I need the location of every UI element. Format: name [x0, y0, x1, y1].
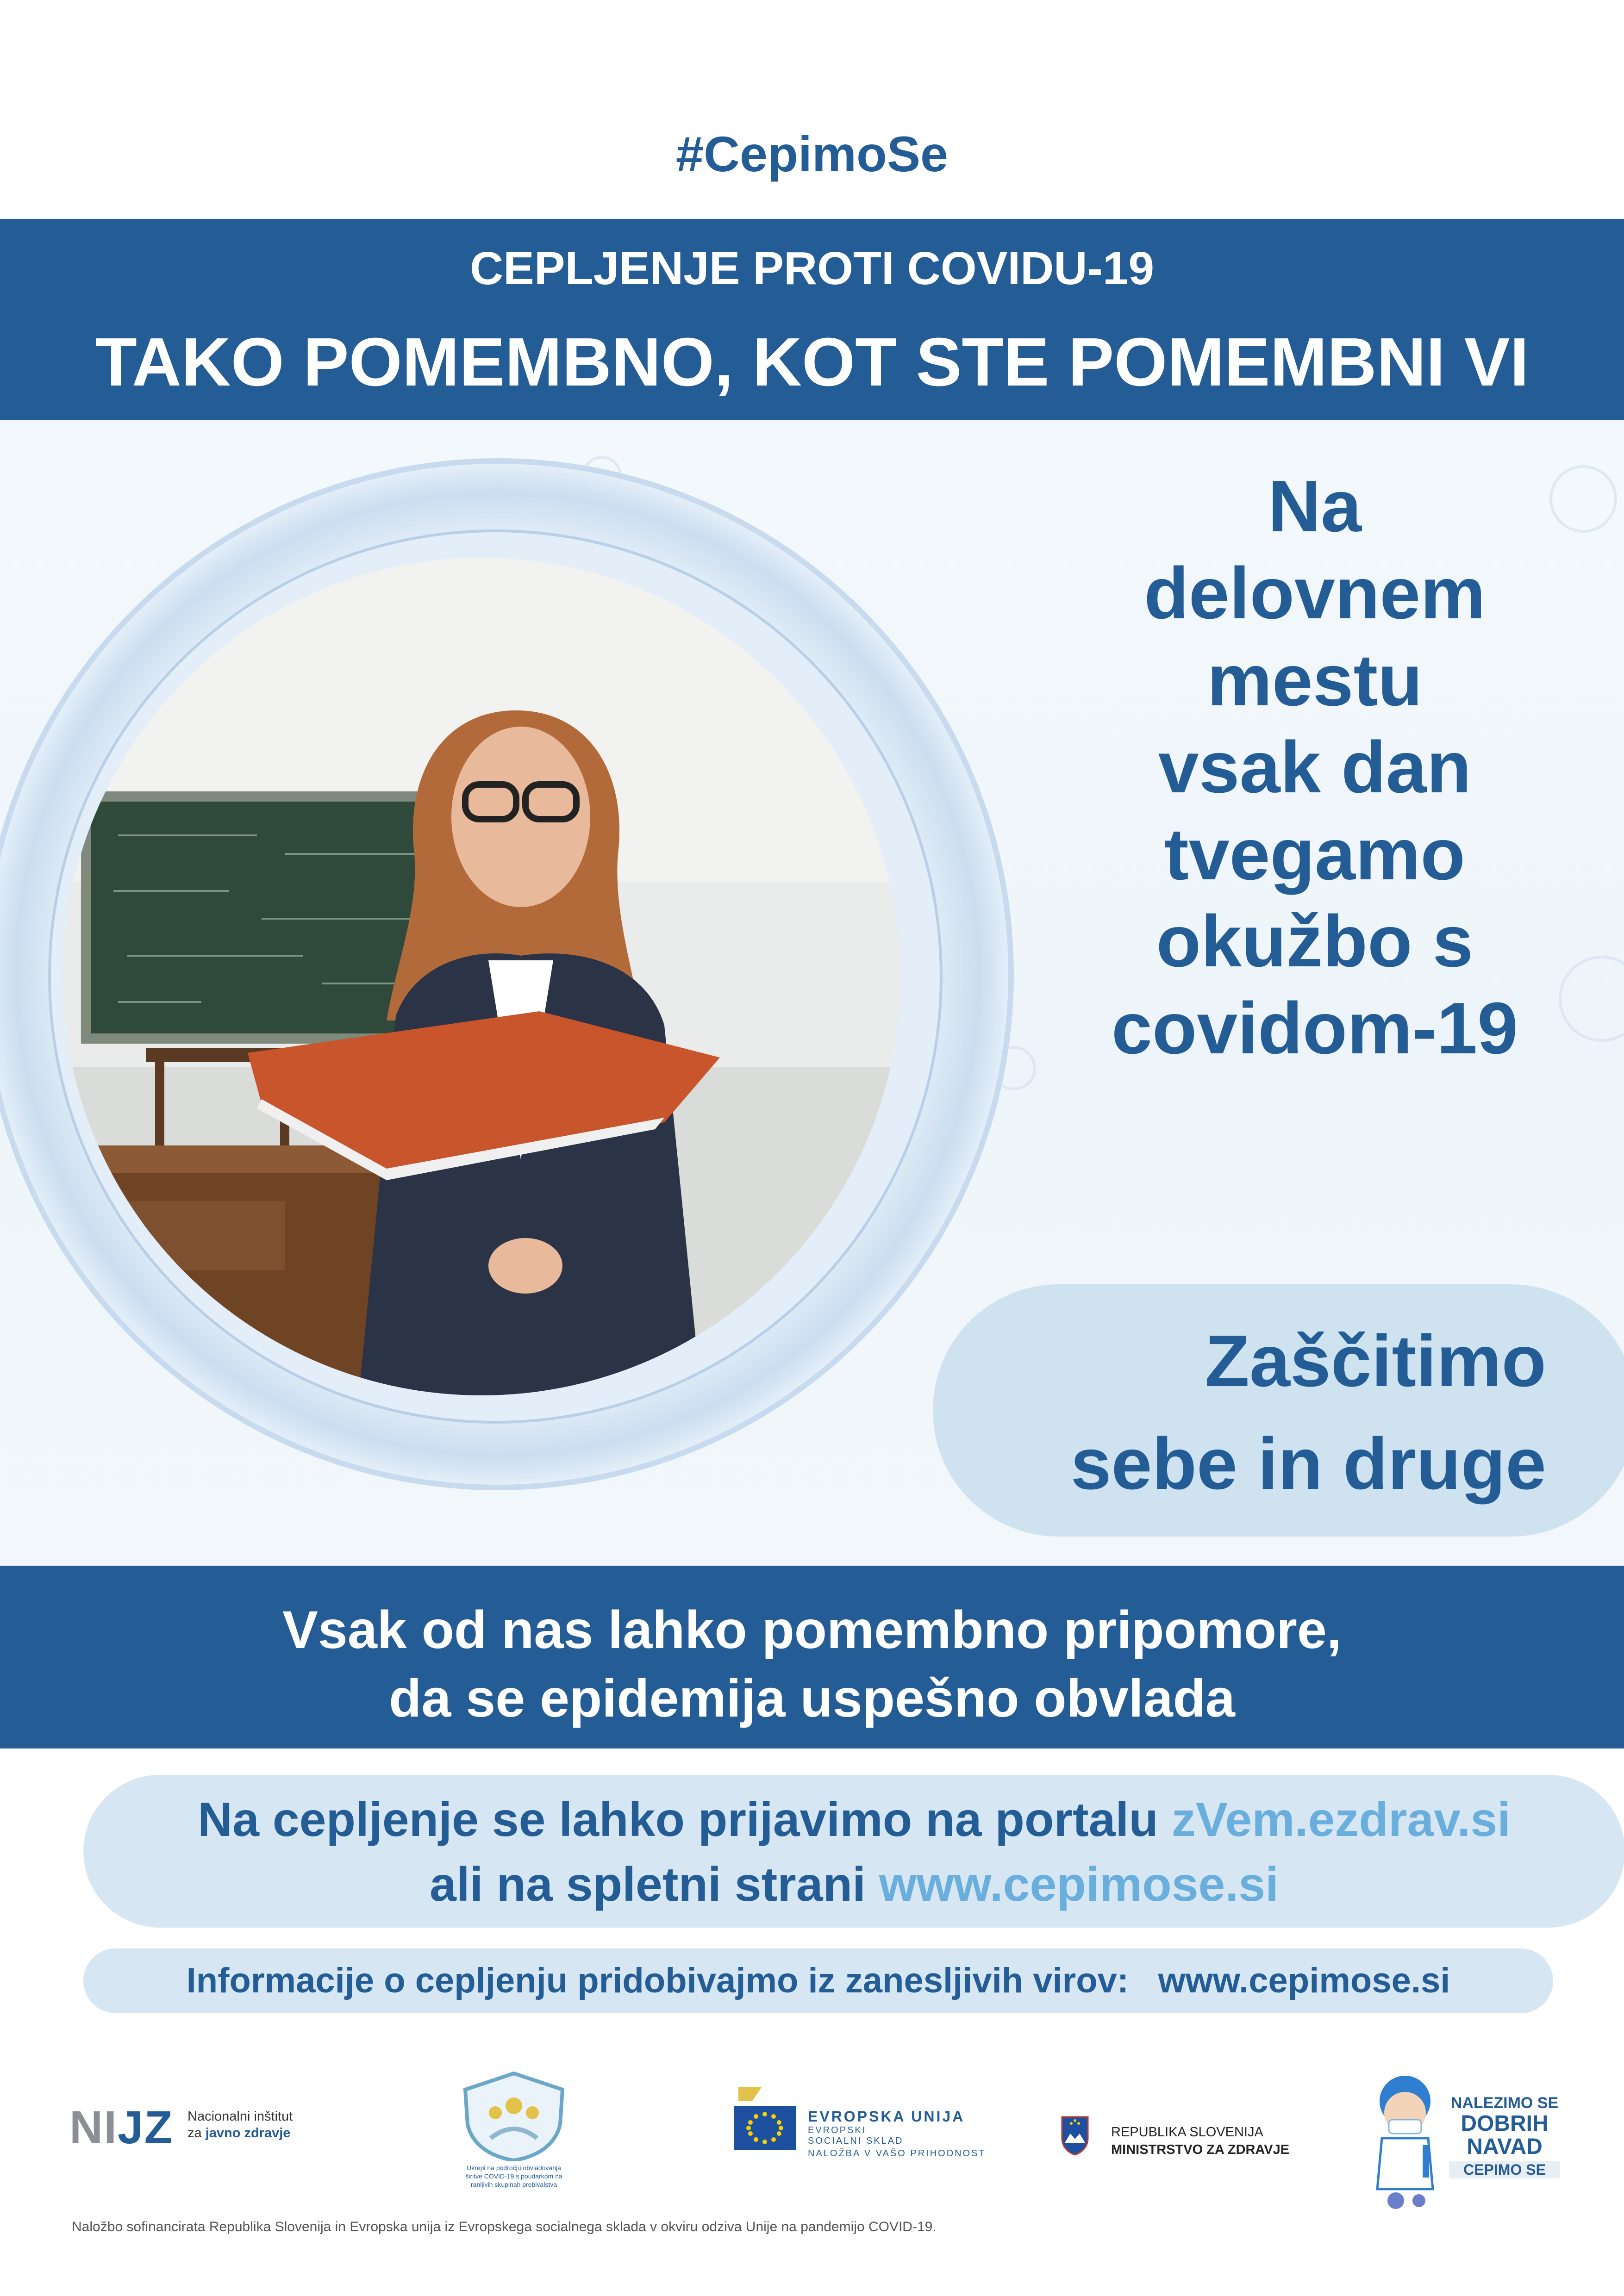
headline-line: tvegamo [1164, 814, 1465, 895]
footer-note: Naložbo sofinancirata Republika Slovenija in Evropska unija iz Evropskega socialnega sklada v okviru odziva Unije na pandemijo COVID-19. [72, 2219, 937, 2234]
ministry-line-1: REPUBLIKA SLOVENIJA [1111, 2125, 1263, 2140]
mascot-logo [1368, 2069, 1562, 2217]
banner-title: TAKO POMEMBNO, KOT STE POMEMBNI VI [95, 324, 1529, 400]
shield-line-1: Ukrepi na področju obvladovanja [467, 2164, 561, 2172]
registration-text [83, 1787, 1624, 1917]
shield-logo [444, 2069, 583, 2203]
headline [1009, 463, 1620, 1072]
eu-flag-icon [734, 2087, 799, 2157]
ministry-logo [1060, 2115, 1319, 2161]
eu-caption [808, 2108, 993, 2159]
nijz-caption [187, 2108, 326, 2141]
ministry-line-2: MINISTRSTVO ZA ZDRAVJE [1111, 2142, 1290, 2157]
mascot-caption [1449, 2094, 1560, 2178]
hashtag-title: #CepimoSe [675, 126, 949, 182]
info-text [83, 1958, 1553, 2004]
slovenia-coat-of-arms-icon [1060, 2115, 1090, 2157]
mascot-line-1: NALEZIMO SE [1450, 2094, 1559, 2112]
nijz-abbr-ni: NI [69, 2102, 118, 2153]
eu-line-4: NALOŽBA V VAŠO PRIHODNOST [808, 2148, 986, 2159]
registration-line-2: ali na spletni strani [429, 1858, 879, 1911]
cepimose-link[interactable]: www.cepimose.si [879, 1858, 1279, 1911]
shield-line-3: ranljivih skupinah prebivalstva [471, 2181, 557, 2188]
headline-line: delovnem [1144, 553, 1486, 634]
protect-line-1: Zaščitimo [1205, 1320, 1546, 1402]
zvem-link[interactable]: zVem.ezdrav.si [1171, 1793, 1511, 1847]
banner-subtitle: CEPLJENJE PROTI COVIDU-19 [469, 243, 1155, 294]
headline-line: mestu [1207, 640, 1423, 721]
nijz-line-2-prefix: za [187, 2126, 206, 2140]
headline-line: okužbo s [1156, 901, 1474, 982]
eu-logo [734, 2087, 993, 2157]
bottom-banner-line-1: Vsak od nas lahko pomembno pripomore, [282, 1600, 1342, 1660]
info-link[interactable]: www.cepimose.si [1158, 1961, 1450, 2000]
shield-caption [444, 2164, 583, 2189]
bottom-banner-line-2: da se epidemija uspešno obvlada [389, 1669, 1235, 1728]
headline-line: vsak dan [1158, 727, 1472, 808]
registration-line-1: Na cepljenje se lahko prijavimo na portalu [197, 1793, 1172, 1847]
headline-line: covidom-19 [1111, 988, 1518, 1069]
teacher-photo [62, 558, 900, 1395]
bottom-banner-text [0, 1596, 1624, 1733]
bottom-banner [0, 1566, 1624, 1748]
headline-line: Na [1268, 466, 1362, 547]
eu-line-2: EVROPSKI [808, 2125, 867, 2135]
mascot-line-3: NAVAD [1467, 2134, 1543, 2159]
info-prefix: Informacije o cepljenju pridobivajmo iz zanesljivih virov: [186, 1961, 1129, 2000]
eu-line-1: EVROPSKA UNIJA [808, 2108, 965, 2125]
mascot-icon [1368, 2069, 1442, 2212]
nijz-wordmark [69, 2101, 174, 2154]
nijz-logo [69, 2097, 319, 2152]
shield-line-2: širitve COVID-19 s poudarkom na [465, 2172, 562, 2180]
protect-callout [940, 1310, 1546, 1515]
top-banner [0, 219, 1624, 420]
nijz-line-1: Nacionalni inštitut [187, 2109, 293, 2124]
nijz-abbr-jz: JZ [118, 2102, 174, 2153]
mascot-line-4: CEPIMO SE [1449, 2161, 1560, 2178]
eu-line-3: SOCIALNI SKLAD [808, 2136, 904, 2146]
nijz-line-2-bold: javno zdravje [205, 2126, 291, 2140]
ministry-caption [1111, 2123, 1315, 2159]
mascot-line-2: DOBRIH [1461, 2111, 1549, 2136]
shield-icon [444, 2069, 583, 2161]
protect-line-2: sebe in druge [1070, 1423, 1546, 1505]
